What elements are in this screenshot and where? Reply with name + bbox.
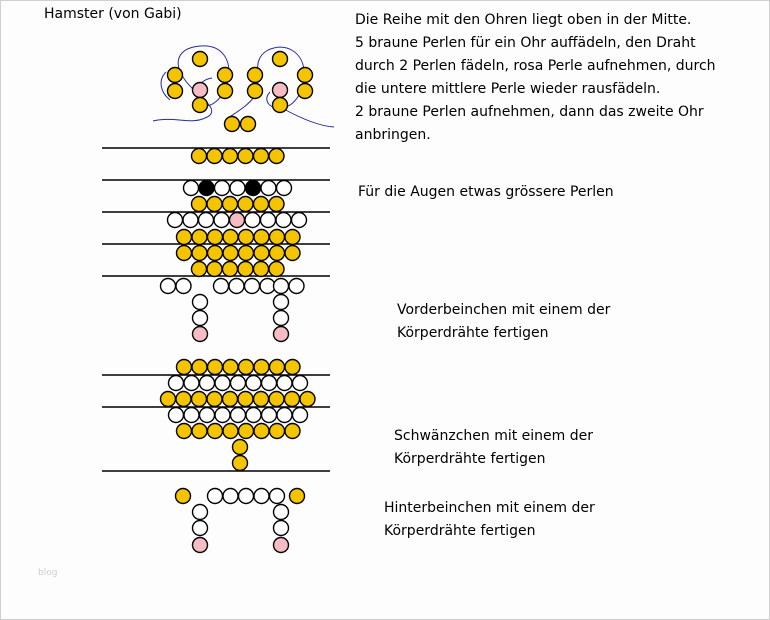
brown-bead	[270, 246, 285, 261]
white-bead	[193, 505, 208, 520]
brown-bead	[269, 262, 284, 277]
black-eye-bead	[246, 181, 261, 196]
white-bead	[200, 376, 215, 391]
brown-bead	[239, 424, 254, 439]
white-bead	[215, 181, 230, 196]
hind-legs-line: Hinterbeinchen mit einem der	[384, 500, 595, 516]
white-bead	[193, 521, 208, 536]
tail-line: Körperdrähte fertigen	[394, 451, 546, 467]
brown-bead	[192, 262, 207, 277]
brown-bead	[254, 424, 269, 439]
white-bead	[215, 376, 230, 391]
black-eye-bead	[199, 181, 214, 196]
white-bead	[276, 213, 291, 228]
brown-bead	[300, 392, 315, 407]
ears-line: die untere mittlere Perle wieder rausfädeln.	[355, 81, 661, 97]
white-bead	[274, 521, 289, 536]
brown-bead	[207, 197, 222, 212]
ears-line: Die Reihe mit den Ohren liegt oben in der Mitte.	[355, 12, 692, 28]
brown-bead	[223, 149, 238, 164]
brown-bead	[239, 360, 254, 375]
brown-bead	[239, 246, 254, 261]
brown-bead	[269, 149, 284, 164]
brown-bead	[161, 392, 176, 407]
white-bead	[262, 376, 277, 391]
white-bead	[260, 279, 275, 294]
brown-bead	[193, 52, 208, 67]
pink-bead	[230, 213, 245, 228]
white-bead	[274, 295, 289, 310]
brown-bead	[218, 84, 233, 99]
pink-bead	[193, 83, 208, 98]
brown-bead	[223, 197, 238, 212]
pink-bead	[193, 538, 208, 553]
brown-bead	[225, 117, 240, 132]
white-bead	[245, 213, 260, 228]
brown-bead	[208, 230, 223, 245]
tail-line: Schwänzchen mit einem der	[394, 428, 594, 444]
brown-bead	[223, 392, 238, 407]
white-bead	[230, 181, 245, 196]
brown-bead	[208, 424, 223, 439]
white-bead	[183, 213, 198, 228]
brown-bead	[193, 98, 208, 113]
white-bead	[184, 408, 199, 423]
white-bead	[245, 279, 260, 294]
ears-line: 2 braune Perlen aufnehmen, dann das zweite Ohr	[355, 104, 704, 120]
white-bead	[246, 408, 261, 423]
white-bead	[193, 311, 208, 326]
white-bead	[214, 279, 229, 294]
brown-bead	[223, 262, 238, 277]
white-bead	[277, 376, 292, 391]
ears-line: durch 2 Perlen fädeln, rosa Perle aufnehmen, durch	[355, 58, 716, 74]
white-bead	[289, 279, 304, 294]
brown-bead	[233, 440, 248, 455]
brown-bead	[269, 392, 284, 407]
brown-bead	[285, 360, 300, 375]
white-bead	[293, 376, 308, 391]
brown-bead	[248, 84, 263, 99]
white-bead	[231, 408, 246, 423]
white-bead	[277, 181, 292, 196]
brown-bead	[269, 197, 284, 212]
white-bead	[168, 213, 183, 228]
white-bead	[169, 376, 184, 391]
brown-bead	[168, 84, 183, 99]
white-bead	[262, 408, 277, 423]
brown-bead	[241, 117, 256, 132]
brown-bead	[168, 68, 183, 83]
brown-bead	[285, 230, 300, 245]
brown-bead	[270, 424, 285, 439]
brown-bead	[192, 360, 207, 375]
hind-legs-line: Körperdrähte fertigen	[384, 523, 536, 539]
white-bead	[261, 181, 276, 196]
white-bead	[261, 213, 276, 228]
brown-bead	[207, 149, 222, 164]
brown-bead	[208, 360, 223, 375]
brown-bead	[273, 98, 288, 113]
brown-bead	[207, 392, 222, 407]
brown-bead	[218, 68, 233, 83]
brown-bead	[192, 197, 207, 212]
white-bead	[274, 279, 289, 294]
watermark: blog	[38, 568, 58, 578]
white-bead	[254, 489, 269, 504]
page-title: Hamster (von Gabi)	[44, 6, 182, 22]
white-bead	[161, 279, 176, 294]
brown-bead	[254, 230, 269, 245]
white-bead	[200, 408, 215, 423]
brown-bead	[223, 246, 238, 261]
brown-bead	[238, 262, 253, 277]
white-bead	[223, 489, 238, 504]
white-bead	[274, 505, 289, 520]
brown-bead	[254, 392, 269, 407]
front-legs-line: Körperdrähte fertigen	[397, 325, 549, 341]
brown-bead	[192, 149, 207, 164]
ears-line: 5 braune Perlen für ein Ohr auffädeln, den Draht	[355, 35, 696, 51]
front-legs-line: Vorderbeinchen mit einem der	[397, 302, 611, 318]
pink-bead	[273, 83, 288, 98]
white-bead	[277, 408, 292, 423]
brown-bead	[239, 230, 254, 245]
white-bead	[274, 311, 289, 326]
brown-bead	[192, 424, 207, 439]
brown-bead	[254, 149, 269, 164]
brown-bead	[177, 246, 192, 261]
brown-bead	[270, 230, 285, 245]
white-bead	[270, 489, 285, 504]
white-bead	[176, 279, 191, 294]
brown-bead	[248, 68, 263, 83]
brown-bead	[176, 489, 191, 504]
brown-bead	[238, 149, 253, 164]
white-bead	[208, 489, 223, 504]
pink-bead	[274, 538, 289, 553]
ears-line: anbringen.	[355, 127, 431, 143]
white-bead	[193, 295, 208, 310]
white-bead	[199, 213, 214, 228]
white-bead	[214, 213, 229, 228]
brown-bead	[223, 360, 238, 375]
white-bead	[229, 279, 244, 294]
brown-bead	[177, 424, 192, 439]
ear-wire	[282, 108, 334, 127]
ear-wire	[153, 46, 229, 121]
brown-bead	[298, 68, 313, 83]
brown-bead	[192, 230, 207, 245]
white-bead	[231, 376, 246, 391]
brown-bead	[208, 246, 223, 261]
brown-bead	[192, 392, 207, 407]
brown-bead	[285, 246, 300, 261]
brown-bead	[254, 360, 269, 375]
white-bead	[239, 489, 254, 504]
brown-bead	[238, 392, 253, 407]
brown-bead	[223, 424, 238, 439]
brown-bead	[254, 197, 269, 212]
white-bead	[246, 376, 261, 391]
brown-bead	[207, 262, 222, 277]
pink-bead	[193, 327, 208, 342]
brown-bead	[285, 392, 300, 407]
brown-bead	[285, 424, 300, 439]
eyes-line: Für die Augen etwas grössere Perlen	[358, 184, 614, 200]
white-bead	[215, 408, 230, 423]
brown-bead	[223, 230, 238, 245]
pink-bead	[274, 327, 289, 342]
ear-wire	[228, 47, 304, 118]
brown-bead	[290, 489, 305, 504]
brown-bead	[298, 84, 313, 99]
brown-bead	[176, 392, 191, 407]
brown-bead	[273, 52, 288, 67]
brown-bead	[254, 246, 269, 261]
brown-bead	[177, 360, 192, 375]
brown-bead	[238, 197, 253, 212]
brown-bead	[192, 246, 207, 261]
brown-bead	[233, 456, 248, 471]
brown-bead	[254, 262, 269, 277]
white-bead	[292, 213, 307, 228]
white-bead	[293, 408, 308, 423]
brown-bead	[177, 230, 192, 245]
white-bead	[169, 408, 184, 423]
white-bead	[184, 376, 199, 391]
brown-bead	[270, 360, 285, 375]
white-bead	[184, 181, 199, 196]
